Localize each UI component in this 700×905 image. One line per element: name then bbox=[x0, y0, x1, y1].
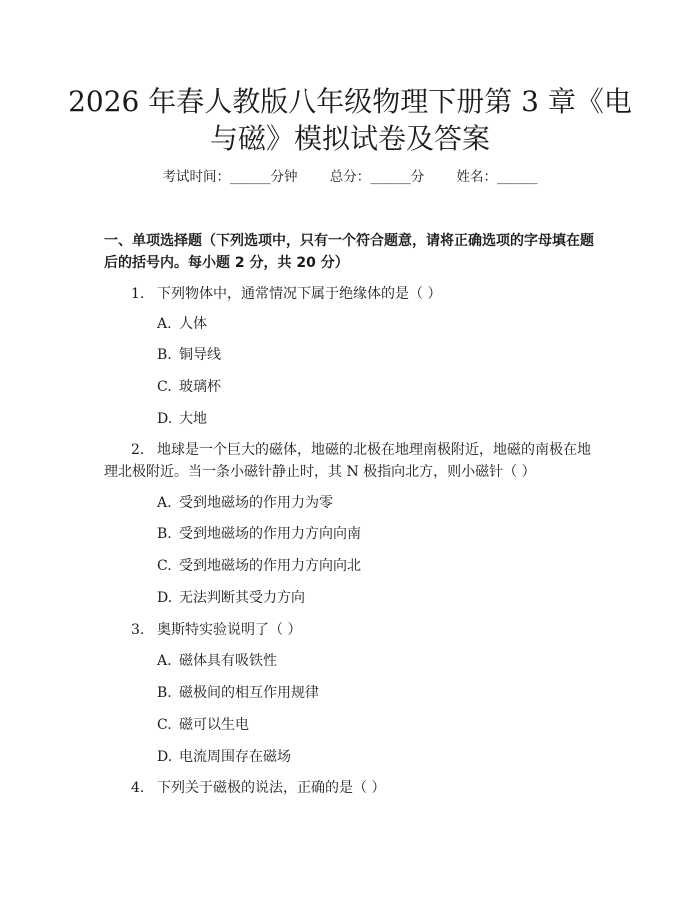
option-letter: C. bbox=[157, 717, 172, 733]
option-letter: B. bbox=[157, 685, 172, 701]
exam-time-field: 考试时间：______分钟 bbox=[162, 169, 298, 185]
option-text: 磁体具有吸铁性 bbox=[179, 653, 277, 669]
question-1 bbox=[104, 283, 594, 305]
option-letter: D. bbox=[157, 411, 173, 427]
question-number: 1. bbox=[131, 286, 145, 302]
student-name-field: 姓名：______ bbox=[456, 169, 538, 185]
question-2 bbox=[104, 439, 594, 483]
option-3c bbox=[157, 714, 249, 736]
question-text: 下列物体中，通常情况下属于绝缘体的是（ ） bbox=[157, 286, 442, 302]
option-letter: B. bbox=[157, 347, 172, 363]
option-letter: A. bbox=[157, 495, 172, 511]
option-3b bbox=[157, 682, 319, 704]
option-text: 磁可以生电 bbox=[179, 717, 249, 733]
page-title-line-2: 与磁》模拟试卷及答案 bbox=[209, 122, 490, 155]
option-1a bbox=[157, 313, 207, 335]
option-text: 电流周围存在磁场 bbox=[179, 749, 291, 765]
option-1c bbox=[157, 376, 221, 398]
question-number: 4. bbox=[131, 780, 145, 796]
option-text: 无法判断其受力方向 bbox=[179, 590, 305, 606]
option-text: 人体 bbox=[179, 316, 207, 332]
option-letter: C. bbox=[157, 379, 172, 395]
option-text: 受到地磁场的作用力方向向南 bbox=[179, 526, 361, 542]
option-text: 铜导线 bbox=[179, 347, 221, 363]
option-text: 磁极间的相互作用规律 bbox=[179, 685, 319, 701]
question-text: 下列关于磁极的说法，正确的是（ ） bbox=[157, 780, 386, 796]
question-text: 地球是一个巨大的磁体，地磁的北极在地理南极附近，地磁的南极在地理北极附近。当一条小磁针静止时，其 N 极指向北方，则小磁针（ ） bbox=[104, 442, 591, 480]
question-number: 2. bbox=[131, 442, 145, 458]
option-letter: B. bbox=[157, 526, 172, 542]
option-2c bbox=[157, 555, 361, 577]
exam-meta bbox=[0, 167, 700, 187]
option-1d bbox=[157, 408, 207, 430]
option-letter: D. bbox=[157, 749, 173, 765]
question-text: 奥斯特实验说明了（ ） bbox=[157, 622, 302, 638]
option-text: 受到地磁场的作用力方向向北 bbox=[179, 558, 361, 574]
option-letter: A. bbox=[157, 316, 172, 332]
question-3 bbox=[104, 619, 594, 641]
option-2a bbox=[157, 492, 333, 514]
option-2b bbox=[157, 523, 361, 545]
page-title-line-1: 2026 年春人教版八年级物理下册第 3 章《电 bbox=[68, 85, 632, 118]
total-score-field: 总分：______分 bbox=[329, 169, 425, 185]
option-letter: A. bbox=[157, 653, 172, 669]
option-text: 玻璃杯 bbox=[179, 379, 221, 395]
option-text: 大地 bbox=[179, 411, 207, 427]
option-3d bbox=[157, 746, 291, 768]
option-3a bbox=[157, 650, 277, 672]
option-text: 受到地磁场的作用力为零 bbox=[179, 495, 333, 511]
option-1b bbox=[157, 344, 221, 366]
question-4 bbox=[104, 777, 594, 799]
section-heading: 一、单项选择题（下列选项中，只有一个符合题意，请将正确选项的字母填在题后的括号内。每小题 2 分，共 20 分） bbox=[104, 233, 594, 271]
option-2d bbox=[157, 587, 305, 609]
option-letter: C. bbox=[157, 558, 172, 574]
option-letter: D. bbox=[157, 590, 173, 606]
question-number: 3. bbox=[131, 622, 145, 638]
